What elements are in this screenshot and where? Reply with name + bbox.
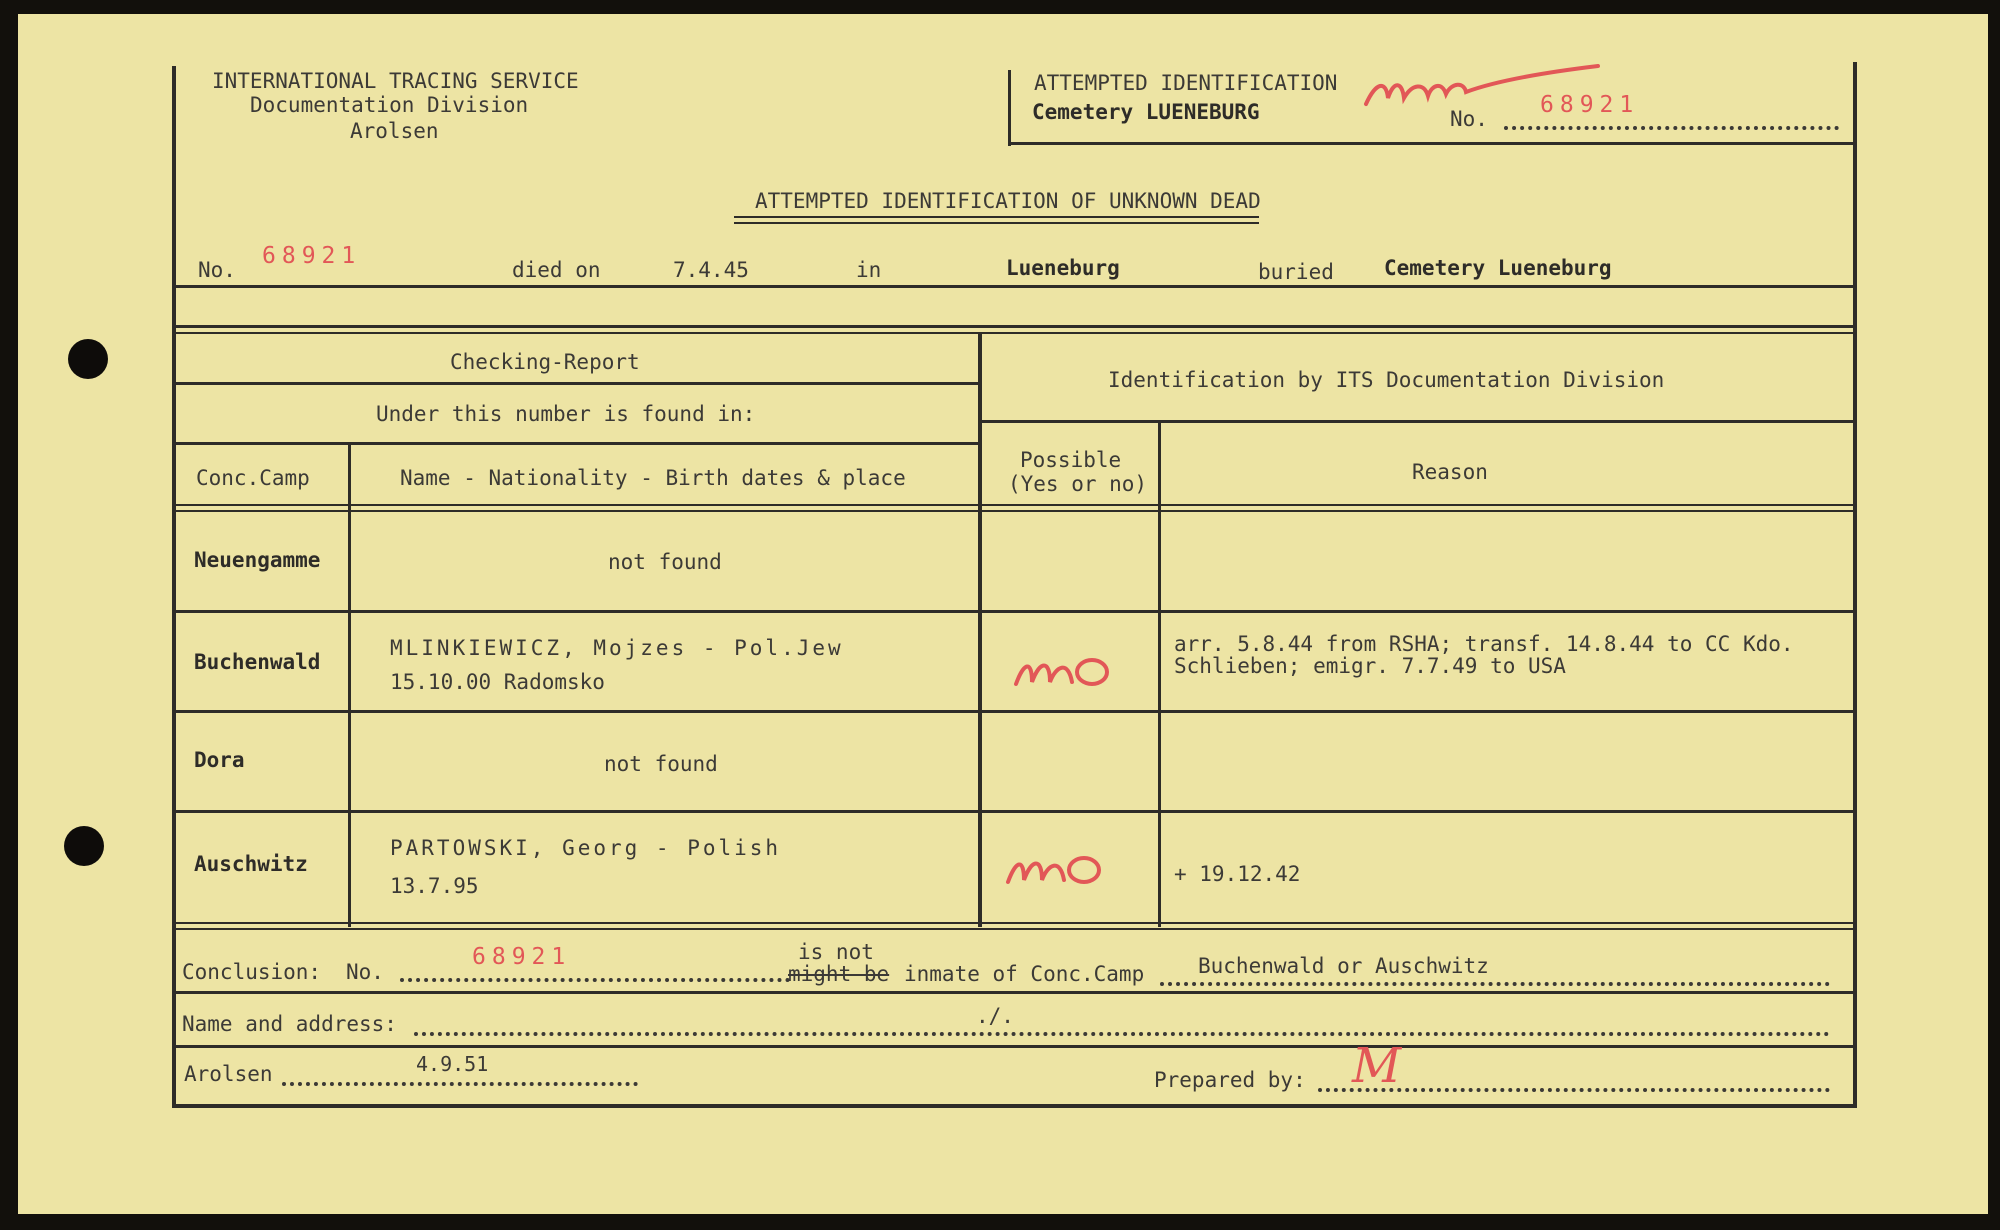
header-box-no-value: 68921 bbox=[1540, 92, 1640, 118]
table-bottom-line-2 bbox=[172, 928, 1857, 930]
table-row-reason: arr. 5.8.44 from RSHA; transf. 14.8.44 to CC Kdo. bbox=[1174, 632, 1794, 656]
prepared-by-initial: M bbox=[1352, 1038, 1402, 1094]
footer-date-value: 4.9.51 bbox=[416, 1052, 489, 1076]
record-no-value: 68921 bbox=[262, 243, 362, 269]
table-row-reason: + 19.12.42 bbox=[1174, 862, 1301, 886]
header-box-left-line bbox=[1008, 70, 1011, 146]
table-row-name: MLINKIEWICZ, Mojzes - Pol.Jew bbox=[390, 636, 844, 660]
header-box-title: ATTEMPTED IDENTIFICATION bbox=[1034, 71, 1338, 95]
table-row-camp: Neuengamme bbox=[194, 548, 321, 572]
frame-left-line bbox=[172, 66, 176, 1108]
conclusion-no-label: No. bbox=[346, 960, 384, 984]
punch-hole-top bbox=[68, 339, 108, 379]
table-row-birth: 13.7.95 bbox=[390, 874, 479, 898]
conclusion-inmate-text: inmate of Conc.Camp bbox=[904, 962, 1145, 986]
name-address-label: Name and address: bbox=[182, 1012, 397, 1036]
header-box-no-dots bbox=[1504, 126, 1839, 130]
possible-no-mark bbox=[1002, 840, 1112, 890]
record-no-label: No. bbox=[198, 258, 236, 282]
header-box-cemetery: Cemetery LUENEBURG bbox=[1032, 100, 1260, 124]
header-box-bottom-line bbox=[1008, 142, 1853, 145]
conclusion-label: Conclusion: bbox=[182, 960, 322, 984]
name-address-line bbox=[172, 1045, 1853, 1048]
under-number-text: Under this number is found in: bbox=[376, 402, 756, 426]
buried-label: buried bbox=[1258, 260, 1334, 284]
identification-heading: Identification by ITS Documentation Division bbox=[1108, 368, 1665, 392]
table-row-reason-2: Schlieben; emigr. 7.7.49 to USA bbox=[1174, 654, 1566, 678]
column-divider-camp bbox=[348, 442, 351, 927]
conclusion-no-dots bbox=[400, 978, 790, 982]
table-row-camp: Auschwitz bbox=[194, 852, 308, 876]
title-underline-2 bbox=[734, 222, 1259, 224]
frame-bottom-line bbox=[172, 1104, 1857, 1108]
checking-report-line bbox=[172, 382, 978, 385]
column-header-reason: Reason bbox=[1412, 460, 1488, 484]
column-header-line-2 bbox=[172, 510, 1853, 512]
table-top-line-1 bbox=[172, 326, 1857, 328]
org-city: Arolsen bbox=[350, 119, 439, 143]
died-date: 7.4.45 bbox=[673, 258, 749, 282]
org-name: INTERNATIONAL TRACING SERVICE bbox=[212, 69, 579, 93]
prepared-by-label: Prepared by: bbox=[1154, 1068, 1306, 1092]
died-label: died on bbox=[512, 258, 601, 282]
column-header-camp: Conc.Camp bbox=[196, 466, 310, 490]
org-division: Documentation Division bbox=[250, 93, 529, 117]
record-line-bottom bbox=[172, 285, 1857, 288]
table-row-name: not found bbox=[608, 550, 722, 574]
column-divider-possible bbox=[1158, 420, 1161, 927]
conclusion-camp-dots bbox=[1160, 982, 1830, 986]
punch-hole-bottom bbox=[64, 826, 104, 866]
death-place: Lueneburg bbox=[1006, 256, 1120, 280]
document-title: ATTEMPTED IDENTIFICATION OF UNKNOWN DEAD bbox=[755, 189, 1261, 213]
table-row-camp: Dora bbox=[194, 748, 245, 772]
title-underline-1 bbox=[734, 216, 1259, 218]
column-header-possible-1: Possible bbox=[1020, 448, 1122, 472]
table-row-birth: 15.10.00 Radomsko bbox=[390, 670, 605, 694]
name-address-value: ./. bbox=[976, 1004, 1014, 1028]
identification-line bbox=[982, 420, 1853, 423]
table-row-name: not found bbox=[604, 752, 718, 776]
index-card bbox=[18, 14, 1988, 1214]
checking-report-heading: Checking-Report bbox=[450, 350, 640, 374]
column-header-possible-2: (Yes or no) bbox=[1008, 472, 1148, 496]
header-box-no-label: No. bbox=[1450, 107, 1488, 131]
column-header-line-1 bbox=[172, 504, 1853, 506]
conclusion-camp-value: Buchenwald or Auschwitz bbox=[1198, 954, 1489, 978]
conclusion-line bbox=[172, 991, 1853, 994]
name-address-dots bbox=[414, 1032, 1830, 1036]
table-bottom-line-1 bbox=[172, 922, 1857, 924]
footer-place-label: Arolsen bbox=[184, 1062, 273, 1086]
frame-right-line bbox=[1853, 62, 1857, 1108]
conclusion-might-be: might be bbox=[788, 962, 890, 986]
under-number-line bbox=[172, 442, 978, 445]
possible-no-mark bbox=[1010, 642, 1120, 692]
table-row-name: PARTOWSKI, Georg - Polish bbox=[390, 836, 782, 860]
in-label: in bbox=[856, 258, 882, 282]
column-header-name: Name - Nationality - Birth dates & place bbox=[400, 466, 906, 490]
conclusion-is-not: is not bbox=[798, 940, 874, 964]
table-row-line bbox=[172, 610, 1853, 613]
table-row-line bbox=[172, 710, 1853, 713]
table-row-camp: Buchenwald bbox=[194, 650, 321, 674]
conclusion-no-value: 68921 bbox=[472, 944, 572, 970]
table-top-line-2 bbox=[172, 332, 1857, 334]
table-row-line bbox=[172, 810, 1853, 813]
footer-date-dots bbox=[282, 1082, 638, 1086]
burial-place: Cemetery Lueneburg bbox=[1384, 256, 1612, 280]
